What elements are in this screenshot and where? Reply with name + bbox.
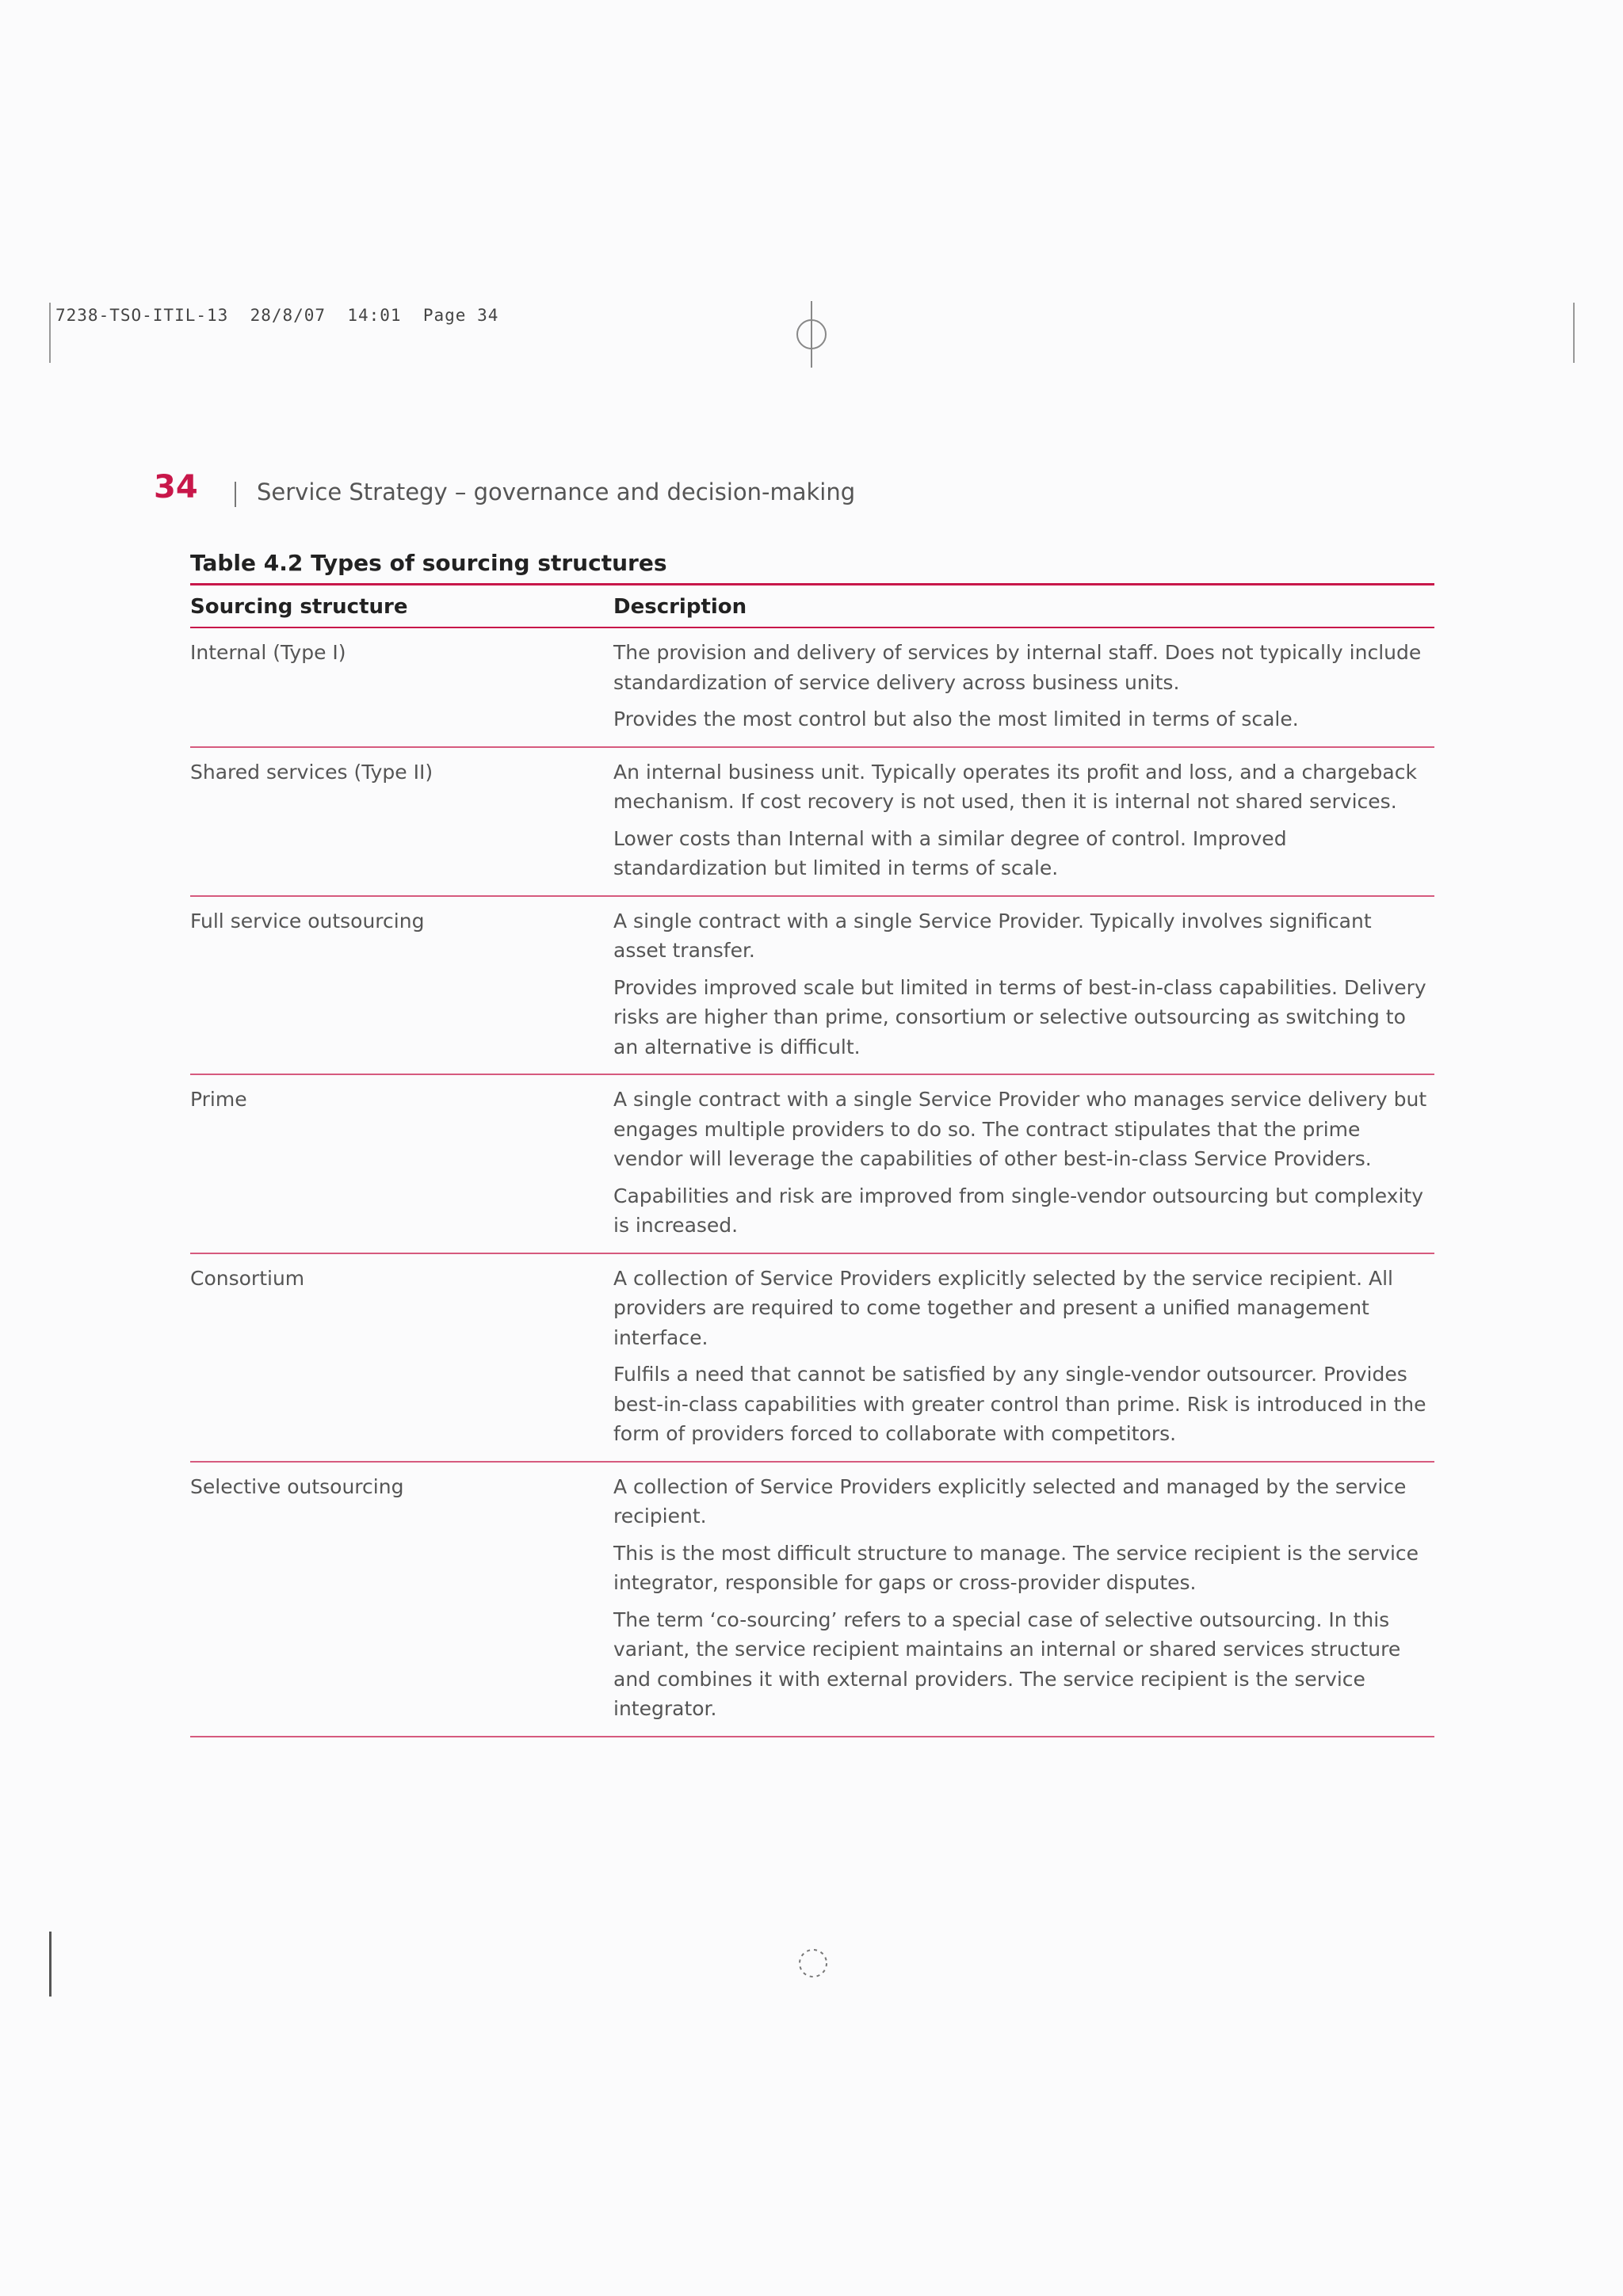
description-paragraph: Provides improved scale but limited in terms of best-in-class capabilities. Delivery risks are higher than prime, consortium or selective outsourcing as switching to an alternative is difficult. <box>613 975 1426 1058</box>
description-paragraph: An internal business unit. Typically operates its profit and loss, and a chargeback mechanism. If cost recovery is not used, then it is internal not shared services. <box>613 760 1417 813</box>
description-paragraph: A single contract with a single Service Provider who manages service delivery but engages multiple providers to do so. The contract stipulates that the prime vendor will leverage the capabilities of other best-in-class Service Providers. <box>613 1088 1427 1170</box>
structure-cell: Shared services (Type II) <box>190 760 433 784</box>
column-header-description: Description <box>613 595 747 619</box>
column-header-structure: Sourcing structure <box>190 595 408 619</box>
registration-mark-icon <box>794 301 829 368</box>
structure-cell: Consortium <box>190 1266 305 1290</box>
table-header-row <box>190 585 1434 628</box>
table-caption: Table 4.2 Types of sourcing structures <box>190 550 667 576</box>
table-row <box>190 897 1434 1076</box>
description-cell <box>613 1085 1434 1248</box>
crop-mark-top-right <box>1573 303 1575 363</box>
description-cell <box>613 1472 1434 1731</box>
crop-mark-top-left <box>49 303 51 363</box>
description-paragraph: Fulfils a need that cannot be satisfied by any single-vendor outsourcer. Provides best-in-class capabilities with greater control than prime. Risk is introduced in the form of providers forced to collaborate with competitors. <box>613 1363 1426 1445</box>
description-paragraph: This is the most difficult structure to manage. The service recipient is the service integrator, responsible for gaps or cross-provider disputes. <box>613 1541 1419 1594</box>
structure-cell: Selective outsourcing <box>190 1474 404 1498</box>
table-row <box>190 748 1434 897</box>
table-row <box>190 1075 1434 1254</box>
description-paragraph: Lower costs than Internal with a similar degree of control. Improved standardization but limited in terms of scale. <box>613 826 1287 879</box>
description-paragraph: The term ‘co-sourcing’ refers to a special case of selective outsourcing. In this variant, the service recipient maintains an internal or shared services structure and combines it with external providers. The service recipient is the service integrator. <box>613 1608 1401 1720</box>
header-divider <box>235 482 236 507</box>
structure-cell: Full service outsourcing <box>190 909 425 933</box>
table-row <box>190 1254 1434 1463</box>
page-number: 34 <box>154 469 198 505</box>
description-paragraph: Capabilities and risk are improved from single-vendor outsourcing but complexity is increased. <box>613 1184 1424 1237</box>
crop-mark-bottom-left <box>49 1932 52 1997</box>
description-cell <box>613 906 1434 1070</box>
description-paragraph: A single contract with a single Service Provider. Typically involves significant asset transfer. <box>613 909 1372 962</box>
table-row <box>190 1463 1434 1737</box>
description-cell <box>613 757 1434 891</box>
description-paragraph: Provides the most control but also the most limited in terms of scale. <box>613 707 1299 730</box>
description-cell <box>613 1264 1434 1456</box>
description-paragraph: A collection of Service Providers explicitly selected and managed by the service recipient. <box>613 1474 1407 1527</box>
structure-cell: Prime <box>190 1088 247 1111</box>
structure-cell: Internal (Type I) <box>190 641 346 664</box>
running-head: Service Strategy – governance and decision-making <box>257 479 856 505</box>
description-paragraph: The provision and delivery of services by internal staff. Does not typically include standardization of service delivery across business units. <box>613 641 1422 694</box>
registration-mark-icon <box>796 1946 831 1981</box>
print-slug: 7238-TSO-ITIL-13 28/8/07 14:01 Page 34 <box>55 306 499 325</box>
description-paragraph: A collection of Service Providers explicitly selected by the service recipient. All providers are required to come together and present a unified management interface. <box>613 1266 1393 1349</box>
sourcing-structures-table <box>190 583 1434 1737</box>
description-cell <box>613 638 1434 742</box>
table-row <box>190 628 1434 748</box>
